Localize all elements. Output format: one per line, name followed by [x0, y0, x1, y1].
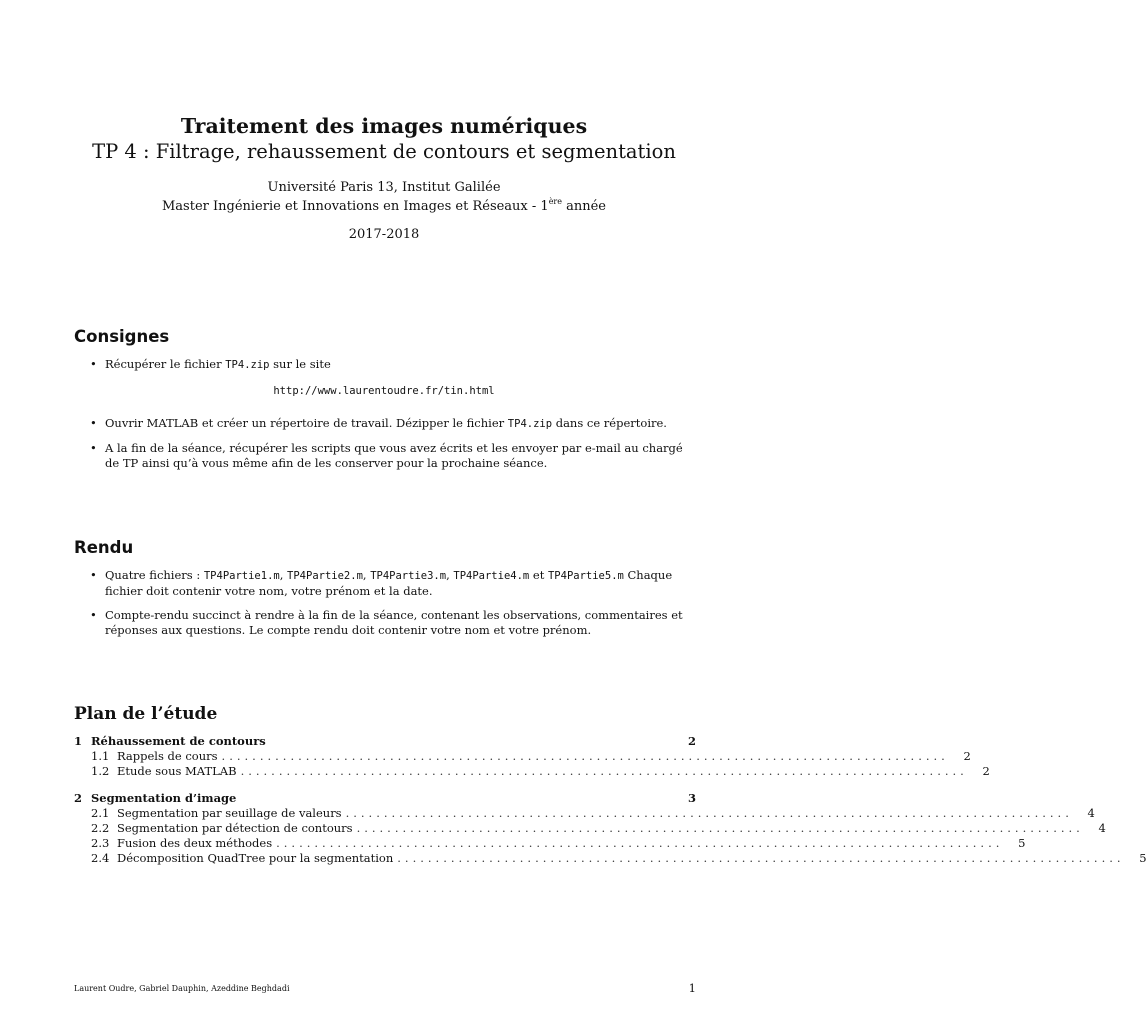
toc-page: 5	[1018, 836, 1026, 850]
toc-number: 1.2	[91, 764, 110, 778]
master-line	[0, 197, 768, 214]
consignes-list	[90, 357, 698, 373]
toc-number: 2	[74, 791, 83, 805]
rendu-text: Compte-rendu succinct à rendre à la fin de la séance, contenant les observations, commentaires et réponses aux questions. Le compte rendu doit contenir votre nom et votre prénom.	[105, 608, 683, 637]
master-suffix: année	[561, 199, 606, 214]
file-name: TP4Partie4.m	[453, 570, 530, 582]
toc-entry[interactable]	[74, 764, 990, 779]
toc-leader-dots: ...............................................................................................	[356, 821, 1084, 835]
section-heading-plan: Plan de l’étude	[74, 704, 218, 724]
master-prefix: Master Ingénierie et Innovations en Images et Réseaux - 1	[162, 199, 549, 214]
footer-page-number: 1	[688, 981, 696, 995]
toc-title: Etude sous MATLAB	[117, 764, 237, 778]
file-name: TP4Partie3.m	[370, 570, 447, 582]
toc-number: 2.1	[91, 806, 110, 820]
conjunction: et	[529, 568, 548, 582]
zip-filename: TP4.zip	[225, 359, 270, 371]
rendu-text: Quatre fichiers :	[105, 568, 204, 582]
file-name: TP4Partie1.m	[203, 570, 280, 582]
separator: ,	[279, 568, 288, 582]
toc-number: 2.2	[91, 821, 110, 835]
toc-number: 2.4	[91, 851, 110, 865]
toc-page: 2	[963, 749, 971, 763]
zip-filename: TP4.zip	[507, 418, 553, 430]
toc-title: Segmentation par détection de contours	[117, 821, 353, 835]
section-heading-rendu: Rendu	[74, 538, 134, 557]
toc-page: 4	[1098, 821, 1106, 835]
consigne-item-send-scripts	[90, 441, 698, 471]
toc-page: 2	[982, 764, 990, 778]
consigne-text: sur le site	[269, 357, 331, 371]
toc-title: Décomposition QuadTree pour la segmentation	[117, 851, 394, 865]
file-name: TP4Partie2.m	[287, 570, 363, 582]
toc-title: Rappels de cours	[117, 749, 218, 763]
toc-leader-dots: ...............................................................................................	[345, 806, 1073, 820]
toc-leader-dots: ...............................................................................................	[276, 836, 1004, 850]
toc-number: 2.3	[91, 836, 110, 850]
toc-entry[interactable]	[74, 821, 1106, 836]
course-url-link[interactable]: http://www.laurentoudre.fr/tin.html	[273, 385, 495, 397]
document-title: Traitement des images numériques	[180, 114, 588, 138]
toc-page: 4	[1087, 806, 1095, 820]
file-name: TP4Partie5.m	[547, 570, 624, 582]
toc-title: Segmentation d’image	[91, 791, 237, 805]
toc-page: 3	[687, 791, 696, 805]
consigne-text: Récupérer le fichier	[105, 357, 226, 371]
rendu-text: Chaque fichier doit contenir votre nom, votre prénom et la date.	[105, 568, 673, 598]
toc-leader-dots: ...............................................................................................	[221, 749, 949, 763]
consigne-item-download	[90, 357, 698, 373]
university-line: Université Paris 13, Institut Galilée	[267, 180, 501, 195]
consignes-list-continued	[90, 416, 698, 471]
separator: ,	[362, 568, 371, 582]
consigne-text: Ouvrir MATLAB et créer un répertoire de travail. Dézipper le fichier	[105, 416, 508, 430]
toc-leader-dots: ...............................................................................................	[240, 764, 968, 778]
toc-title: Segmentation par seuillage de valeurs	[117, 806, 342, 820]
toc-number: 1	[74, 734, 83, 748]
section-heading-consignes: Consignes	[74, 327, 170, 346]
toc-chapter[interactable]	[74, 791, 696, 806]
rendu-item-files	[90, 568, 698, 599]
separator: ,	[446, 568, 454, 582]
consigne-item-matlab	[90, 416, 698, 432]
toc-entry[interactable]	[74, 836, 1026, 851]
master-superscript: ère	[548, 197, 562, 206]
toc-entry[interactable]	[74, 749, 971, 764]
toc-leader-dots: ...............................................................................................	[397, 851, 1125, 865]
document-subtitle: TP 4 : Filtrage, rehaussement de contours et segmentation	[92, 140, 676, 163]
toc-title: Réhaussement de contours	[91, 734, 266, 748]
toc-entry[interactable]	[74, 806, 1095, 821]
footer-authors: Laurent Oudre, Gabriel Dauphin, Azeddine Beghdadi	[74, 984, 290, 993]
consigne-text: dans ce répertoire.	[552, 416, 667, 430]
rendu-list	[90, 568, 698, 638]
toc-number: 1.1	[91, 749, 110, 763]
table-of-contents	[74, 734, 1147, 866]
rendu-item-report	[90, 608, 698, 638]
toc-entry[interactable]	[74, 851, 1147, 866]
toc-page: 5	[1139, 851, 1147, 865]
toc-page: 2	[687, 734, 696, 748]
toc-title: Fusion des deux méthodes	[117, 836, 273, 850]
toc-chapter[interactable]	[74, 734, 696, 749]
consigne-text: A la fin de la séance, récupérer les scripts que vous avez écrits et les envoyer par e-mail au chargé de TP ainsi qu’à vous même afin de les conserver pour la prochaine séance.	[105, 441, 683, 470]
academic-year: 2017-2018	[348, 227, 420, 242]
